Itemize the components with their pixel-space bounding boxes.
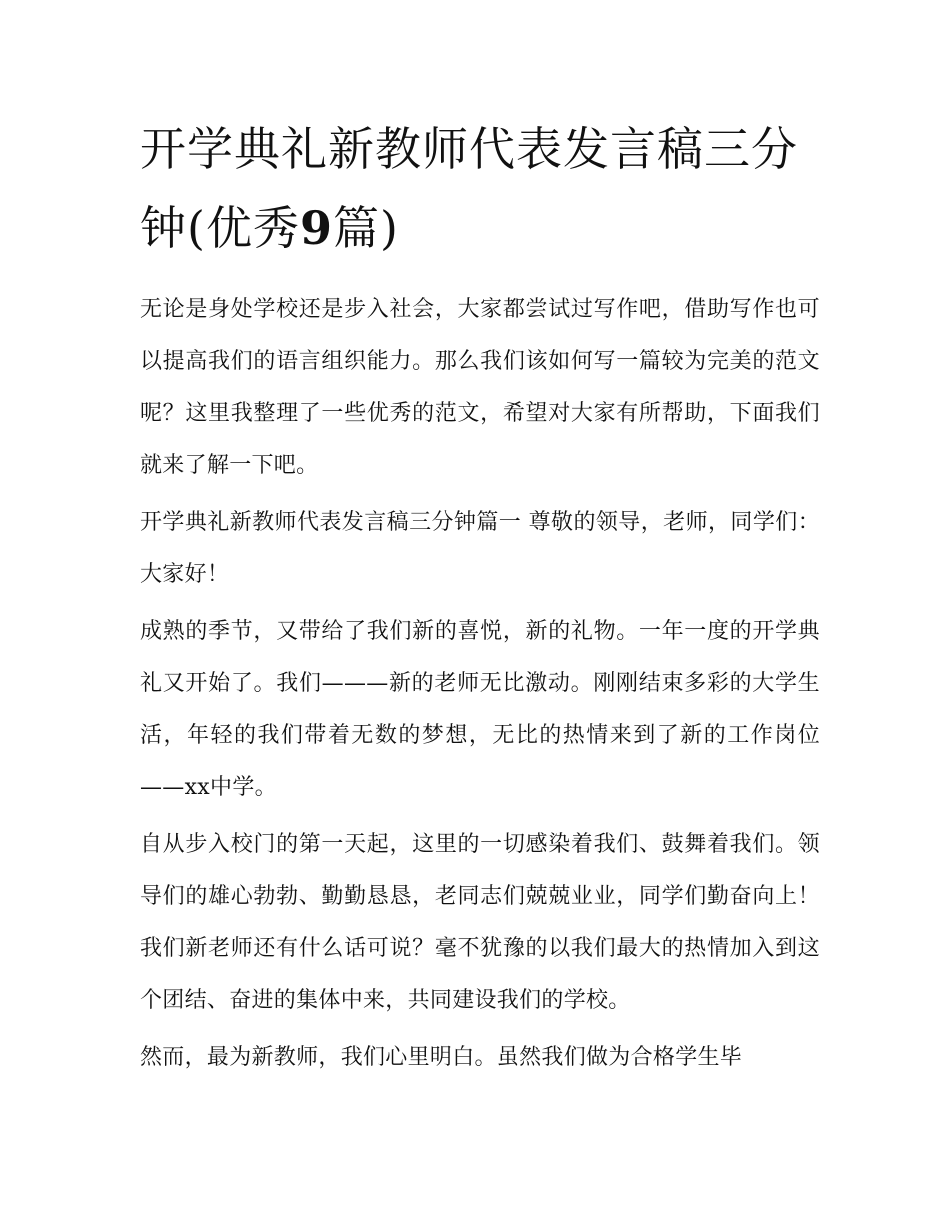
title-text-end: 篇) — [332, 201, 399, 255]
paragraph-body-1: 成熟的季节，又带给了我们新的喜悦，新的礼物。一年一度的开学典礼又开始了。我们———新的老师无比激动。刚刚结束多彩的大学生活，年轻的我们带着无数的梦想，无比的热情来到了新的工作岗位——xx中学。 — [140, 619, 820, 800]
paragraph-intro: 无论是身处学校还是步入社会，大家都尝试过写作吧，借助写作也可以提高我们的语言组织能力。那么我们该如何写一篇较为完美的范文呢？这里我整理了一些优秀的范文，希望对大家有所帮助，下面我们就来了解一下吧。 — [140, 297, 820, 478]
title-text: 开学典礼新教师代表发言稿三分钟(优秀 — [140, 122, 798, 255]
paragraph-body-3: 然而，最为新教师，我们心里明白。虽然我们做为合格学生毕 — [140, 1045, 743, 1070]
paragraph-body-2: 自从步入校门的第一天起，这里的一切感染着我们、鼓舞着我们。领导们的雄心勃勃、勤勤恳恳，老同志们兢兢业业，同学们勤奋向上！我们新老师还有什么话可说？毫不犹豫的以我们最大的热情加入到这个团结、奋进的集体中来，共同建设我们的学校。 — [140, 832, 820, 1013]
paragraph-greeting: 开学典礼新教师代表发言稿三分钟篇一 尊敬的领导，老师，同学们： 大家好！ — [140, 510, 820, 587]
document-title — [140, 110, 820, 268]
document-page — [140, 110, 820, 1089]
title-number: 9 — [299, 201, 333, 255]
